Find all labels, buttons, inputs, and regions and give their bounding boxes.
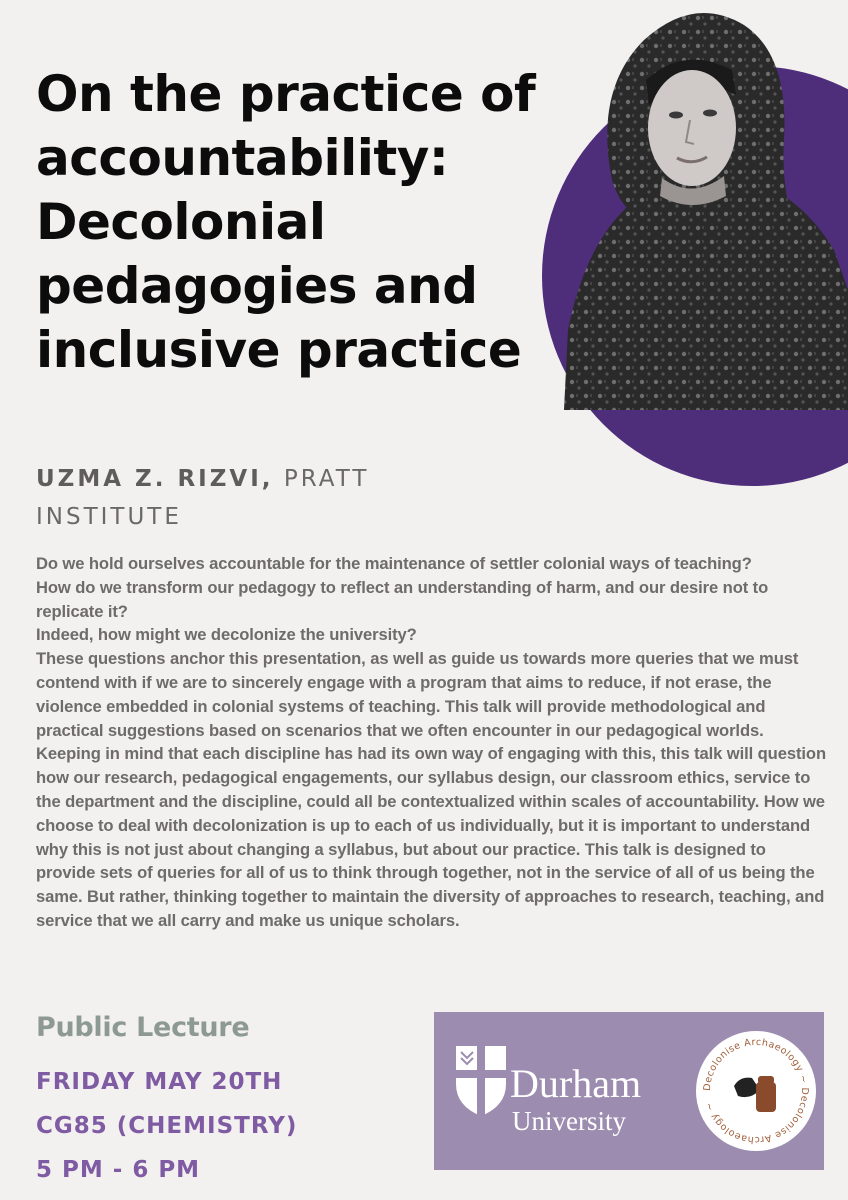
speaker-portrait-graphic <box>554 0 848 410</box>
abstract-paragraph: These questions anchor this presentation, as well as guide us towards more queries that we must contend with if we are to sincerely engage with a program that aims to reduce, if not erase, the violence embedded in colonial systems of teaching. This talk will provide methodological and practical suggestions based on scenarios that we often encounter in our pedagogical worlds. Keeping in mind that each discipline has had its own way of engaging with this, this talk will question how our research, pedagogical engagements, our syllabus design, our classroom ethics, service to the department and the discipline, could all be contextualized within scales of accountability. How we choose to deal with decolonization is up to each of us individually, but it is important to understand why this is not just about changing a syllabus, but about our practice. This talk is designed to provide sets of queries for all of us to think through together, not in the service of all of us being the same. But rather, thinking together to maintain the diversity of approaches to research, teaching, and service that we all carry and make us unique scholars. <box>36 649 826 930</box>
abstract-paragraph: How do we transform our pedagogy to reflect an understanding of harm, and our desire not to replicate it? <box>36 577 769 621</box>
durham-wordmark: Durham <box>510 1061 642 1106</box>
sponsor-logos <box>434 1012 824 1170</box>
event-time: 5 PM - 6 PM <box>36 1157 201 1183</box>
decolonise-ring-text: Decolonise Archaeology ~ Decolonise Archaeology ~ <box>701 1036 811 1146</box>
event-date: FRIDAY MAY 20TH <box>36 1069 283 1095</box>
title-line: Decolonial <box>36 193 326 251</box>
decolonise-archaeology-logo <box>694 1020 818 1162</box>
durham-shield-icon <box>454 1044 508 1118</box>
speaker-name: UZMA Z. RIZVI, <box>36 466 274 492</box>
event-location: CG85 (CHEMISTRY) <box>36 1113 298 1139</box>
title-line: inclusive practice <box>36 321 522 379</box>
event-type: Public Lecture <box>36 1012 250 1043</box>
abstract-paragraph: Do we hold ourselves accountable for the maintenance of settler colonial ways of teaching? <box>36 554 752 573</box>
speaker-credit <box>36 460 456 536</box>
speaker-affiliation: PRATT <box>283 466 370 492</box>
event-details <box>36 1060 297 1192</box>
speaker-portrait <box>554 0 848 410</box>
event-title <box>36 62 596 382</box>
raised-fist-icon <box>756 1082 776 1112</box>
abstract-paragraph: Indeed, how might we decolonize the university? <box>36 625 417 645</box>
durham-subtitle: University <box>512 1106 626 1136</box>
title-line: accountability: <box>36 129 449 187</box>
title-line: On the practice of <box>36 65 536 123</box>
talk-abstract <box>36 552 826 933</box>
title-line: pedagogies and <box>36 257 478 315</box>
speaker-affiliation-cont: INSTITUTE <box>36 504 182 530</box>
